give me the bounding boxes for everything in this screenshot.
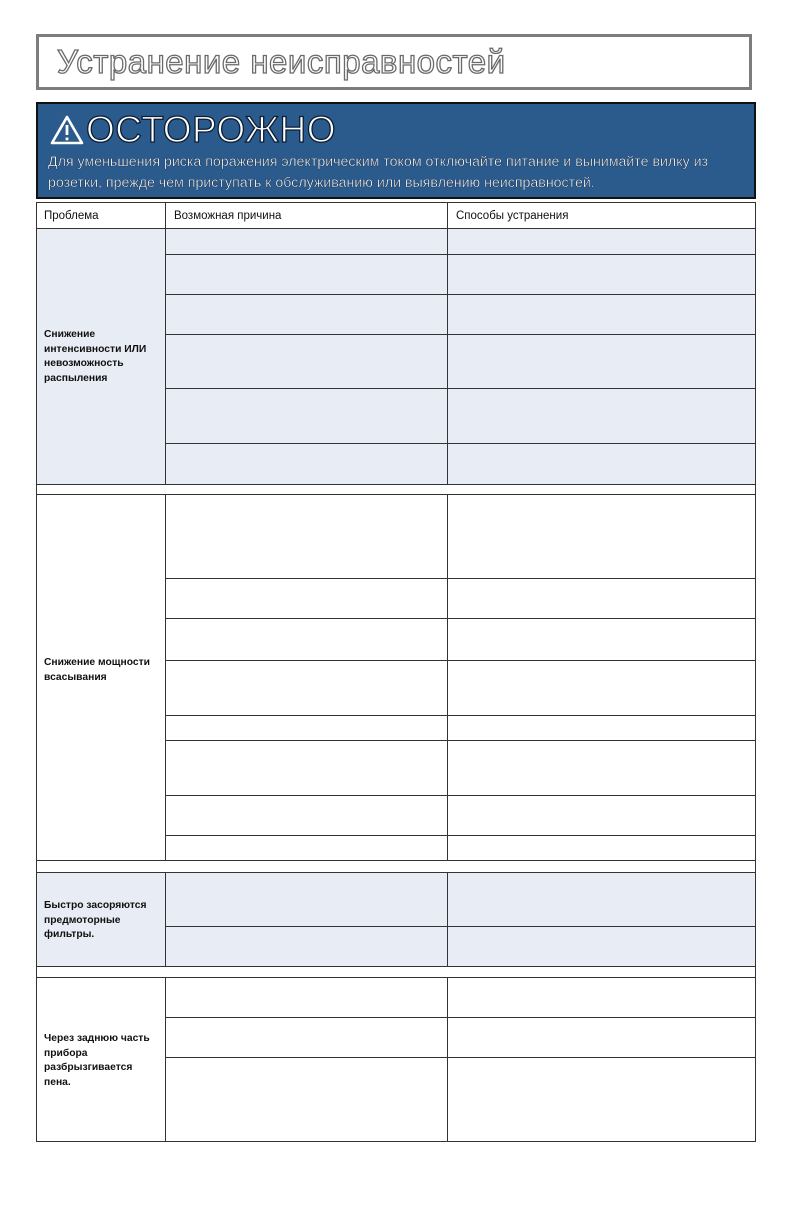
section-1-problem: Снижение интенсивности ИЛИ невозможность распыления — [44, 329, 147, 384]
header-solution: Способы устранения — [456, 210, 569, 222]
troubleshooting-table — [36, 202, 756, 1142]
section-4-problem: Через заднюю часть прибора разбрызгивается пена. — [44, 1033, 150, 1088]
caution-text: Для уменьшения риска поражения электрическим током отключайте питание и вынимайте вилку из розетки, прежде чем приступать к обслуживанию или выявлению неисправностей. — [48, 154, 709, 191]
warning-triangle-icon — [50, 115, 84, 145]
header-problem: Проблема — [44, 210, 99, 222]
caution-title: ОСТОРОЖНО — [86, 109, 336, 150]
page-title: Устранение неисправностей — [57, 43, 506, 80]
caution-header — [50, 108, 336, 152]
section-3-problem: Быстро засоряются предмоторные фильтры. — [44, 900, 147, 940]
section-2-problem: Снижение мощности всасывания — [44, 657, 150, 683]
caution-banner — [36, 102, 756, 199]
page-title-box — [36, 34, 752, 90]
header-cause: Возможная причина — [174, 210, 282, 222]
table-border — [36, 202, 756, 1142]
